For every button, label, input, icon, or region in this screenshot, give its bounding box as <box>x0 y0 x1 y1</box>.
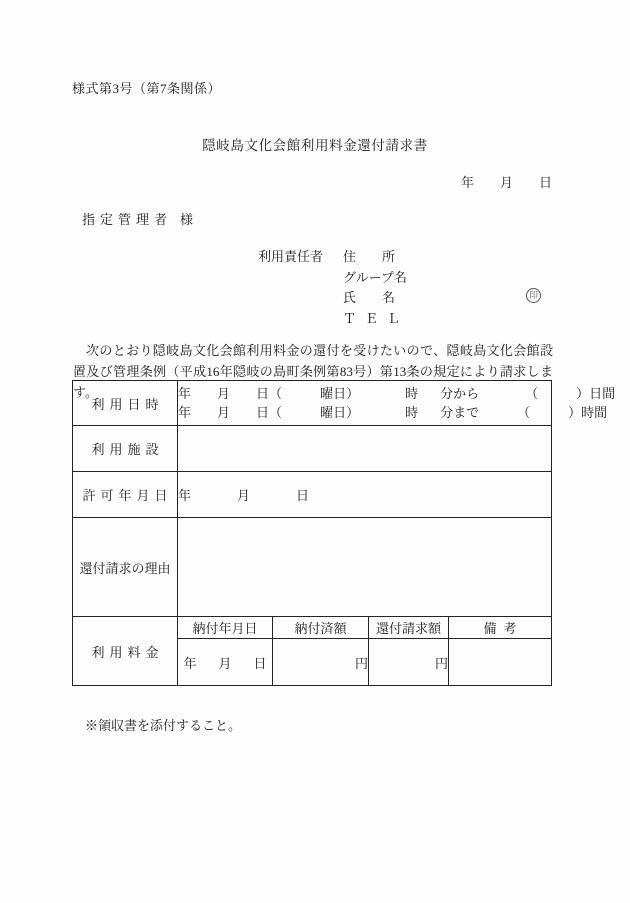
applicant-group-row <box>343 268 409 289</box>
refund-request-table <box>72 380 616 686</box>
payment-year: 年 <box>183 655 197 671</box>
date-year-label: 年 <box>460 175 474 190</box>
dt1-month: 月 <box>217 386 231 401</box>
footnote: ※領収書を添付すること。 <box>85 718 242 733</box>
permit-month: 月 <box>237 488 251 503</box>
dt2-year: 年 <box>178 405 192 420</box>
cell-permit-date[interactable] <box>178 472 552 518</box>
dt2-count-close: ） <box>568 405 582 420</box>
dt1-year: 年 <box>178 386 192 401</box>
usage-datetime-line2 <box>178 403 608 422</box>
permit-day: 日 <box>296 488 310 503</box>
applicant-tel-label: ＴＥＬ <box>343 310 410 326</box>
fee-header-paid-amount: 納付済額 <box>273 617 369 639</box>
fee-header-payment-date: 納付年月日 <box>178 617 273 639</box>
payment-day: 日 <box>253 655 267 671</box>
table-row-fee-headers <box>73 617 552 639</box>
fee-header-remarks: 備考 <box>449 617 552 639</box>
addressee-honorific: 様 <box>180 212 194 227</box>
seal-stamp-icon: 印 <box>526 288 541 303</box>
table-row-facility <box>73 426 552 472</box>
dt1-unit: 日間 <box>589 386 616 401</box>
dt2-day: 日 <box>256 405 270 420</box>
applicant-group-label: グループ名 <box>343 269 407 285</box>
dt1-hour: 時 <box>405 386 419 401</box>
applicant-tel-row <box>343 309 409 330</box>
page-title: 隠岐島文化会館利用料金還付請求書 <box>202 138 428 153</box>
applicant-title: 利用責任者 <box>258 249 324 264</box>
label-facility: 利用施設 <box>73 426 178 472</box>
dt1-count-open: （ <box>525 386 539 401</box>
addressee <box>82 209 193 228</box>
addressee-label: 指定管理者 <box>82 212 173 227</box>
applicant-address-row <box>343 247 409 268</box>
body-paragraph: 次のとおり隠岐島文化会館利用料金の還付を受けたいので、隠岐島文化会館設置及び管理条例（平成16年隠岐の島町条例第83号）第13条の規定により請求します。 <box>73 343 553 400</box>
table-row-usage-datetime <box>73 381 552 426</box>
dt2-paren-open: （ <box>269 405 283 420</box>
dt1-paren-open: （ <box>269 386 283 401</box>
permit-year: 年 <box>178 488 192 503</box>
usage-datetime-line1 <box>178 384 616 403</box>
cell-paid-amount[interactable] <box>273 639 369 686</box>
date-day-label: 日 <box>538 175 552 190</box>
cell-refund-amount[interactable] <box>369 639 449 686</box>
date-line <box>461 172 552 191</box>
label-usage-fee: 利用料金 <box>73 617 178 686</box>
form-code: 様式第3号（第7条関係） <box>72 81 222 96</box>
dt2-weekday: 曜日） <box>320 405 360 420</box>
cell-usage-datetime[interactable] <box>178 381 616 426</box>
fee-header-refund-amount: 還付請求額 <box>369 617 449 639</box>
dt2-unit: 時間 <box>581 405 608 420</box>
dt2-month: 月 <box>217 405 231 420</box>
cell-refund-reason-value[interactable] <box>178 518 552 617</box>
date-month-label: 月 <box>499 175 513 190</box>
paid-amount-unit: 円 <box>354 655 368 671</box>
applicant-name-label: 氏 名 <box>343 290 395 305</box>
cell-facility-value[interactable] <box>178 426 552 472</box>
dt1-minute-from: 分から <box>440 386 480 401</box>
cell-remarks[interactable] <box>449 639 552 686</box>
label-usage-datetime: 利用日時 <box>73 381 178 426</box>
dt1-count-close: ） <box>576 386 590 401</box>
dt1-weekday: 曜日） <box>320 386 360 401</box>
refund-amount-unit: 円 <box>434 655 448 671</box>
dt2-hour: 時 <box>405 405 419 420</box>
payment-month: 月 <box>218 655 232 671</box>
table-row-reason <box>73 518 552 617</box>
dt2-minute-to: 分まで <box>440 405 480 420</box>
dt2-count-open: （ <box>517 405 531 420</box>
applicant-name-row <box>343 288 409 309</box>
applicant-address-label: 住 所 <box>343 249 395 264</box>
cell-payment-date[interactable] <box>178 639 273 686</box>
dt1-day: 日 <box>256 386 270 401</box>
table-row-permit-date <box>73 472 552 518</box>
applicant-fields <box>343 247 409 329</box>
label-refund-reason: 還付請求の理由 <box>73 518 178 617</box>
label-permit-date: 許可年月日 <box>73 472 178 518</box>
